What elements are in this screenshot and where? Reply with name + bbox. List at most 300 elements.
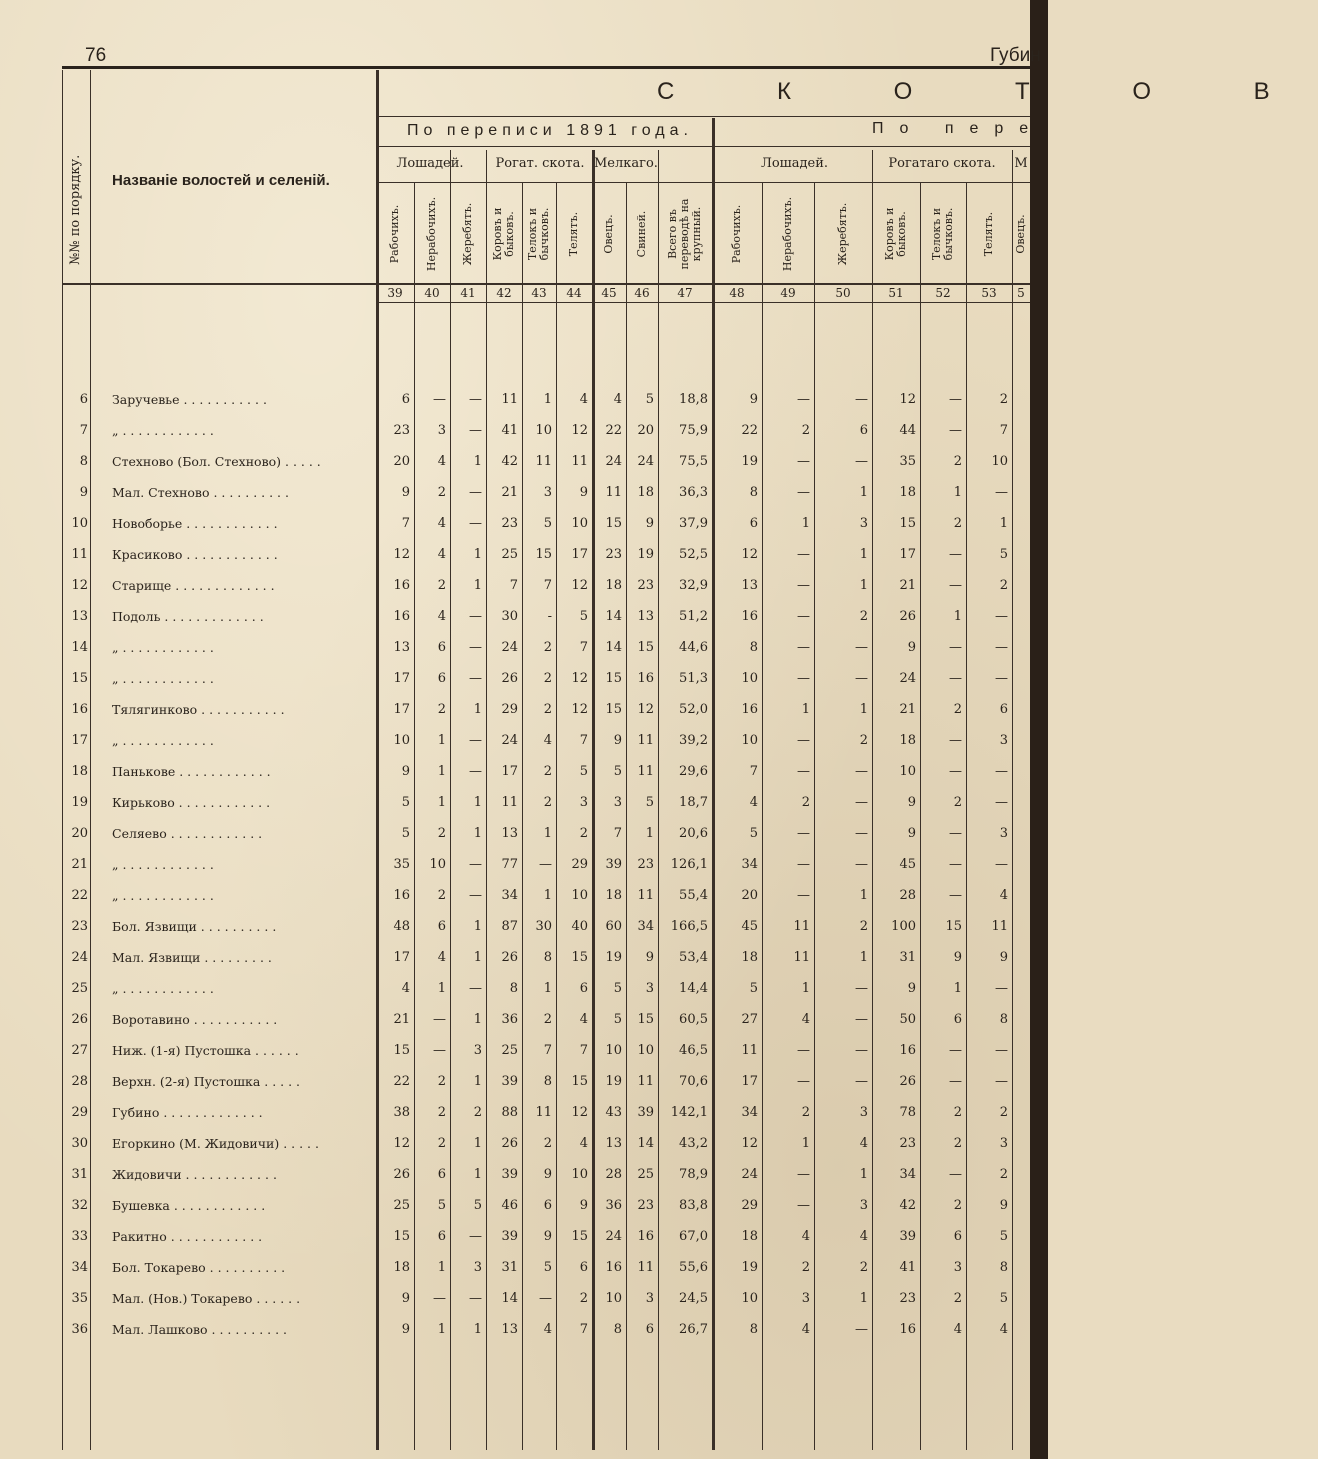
table-cell: 17 — [501, 764, 518, 779]
table-cell: 8 — [613, 1322, 622, 1337]
table-cell: 2 — [859, 1260, 868, 1275]
table-cell: 20 — [741, 888, 758, 903]
table-cell: 1 — [473, 919, 482, 934]
page-number: 76 — [85, 45, 107, 66]
table-cell: 6 — [953, 1012, 962, 1027]
table-cell: 9 — [401, 764, 410, 779]
table-cell: — — [949, 826, 962, 841]
table-cell: 42 — [501, 454, 518, 469]
row-number: 29 — [71, 1105, 88, 1120]
table-cell: 1 — [859, 547, 868, 562]
grid-line — [626, 182, 627, 1450]
column-header: Коровъ и быковъ. — [883, 207, 908, 261]
table-cell: 24 — [501, 640, 518, 655]
table-cell: 5 — [613, 981, 622, 996]
table-cell: 45 — [899, 857, 916, 872]
table-cell: 10 — [393, 733, 410, 748]
table-cell: 2 — [543, 702, 552, 717]
table-cell: 22 — [393, 1074, 410, 1089]
column-header: Жеребятъ. — [461, 202, 474, 266]
table-cell: 2 — [859, 733, 868, 748]
table-cell: 55,4 — [679, 888, 708, 903]
table-cell: 15 — [945, 919, 962, 934]
table-cell: 1 — [543, 981, 552, 996]
table-cell: 20 — [393, 454, 410, 469]
table-cell: 8 — [749, 485, 758, 500]
settlement-name: Подоль . . . . . . . . . . . . . — [112, 609, 264, 624]
table-row — [62, 787, 1030, 818]
table-cell: 34 — [741, 1105, 758, 1120]
table-cell: — — [995, 671, 1008, 686]
column-header: Телокъ и бычковъ. — [930, 207, 955, 261]
table-cell: 46,5 — [679, 1043, 708, 1058]
table-cell: 7 — [579, 1322, 588, 1337]
table-cell: 19 — [605, 950, 622, 965]
settlement-name: Ракитно . . . . . . . . . . . . — [112, 1229, 263, 1244]
column-header: Рабочихъ. — [388, 204, 401, 264]
table-cell: 1 — [437, 795, 446, 810]
table-cell: — — [995, 857, 1008, 872]
table-cell: 9 — [613, 733, 622, 748]
table-cell: 4 — [579, 1136, 588, 1151]
table-cell: 78,9 — [679, 1167, 708, 1182]
table-cell: 6 — [437, 1229, 446, 1244]
settlement-name: Новоборье . . . . . . . . . . . . — [112, 516, 278, 531]
table-cell: 9 — [543, 1229, 552, 1244]
settlement-name: Мал. Стехново . . . . . . . . . . — [112, 485, 289, 500]
table-cell: 5 — [613, 764, 622, 779]
row-number: 18 — [71, 764, 88, 779]
table-cell: — — [469, 423, 482, 438]
settlement-name: Мал. Лашково . . . . . . . . . . — [112, 1322, 288, 1337]
table-cell: — — [855, 826, 868, 841]
census-1891-heading: По переписи 1891 года. — [407, 122, 693, 139]
table-cell: 39 — [899, 1229, 916, 1244]
table-cell: 10 — [899, 764, 916, 779]
settlement-name: Воротавино . . . . . . . . . . . — [112, 1012, 278, 1027]
table-cell: — — [797, 578, 810, 593]
table-cell: 13 — [501, 1322, 518, 1337]
table-cell: 18 — [741, 950, 758, 965]
table-cell: 23 — [637, 578, 654, 593]
table-cell: 4 — [437, 547, 446, 562]
table-cell: 24,5 — [679, 1291, 708, 1306]
table-cell: — — [469, 640, 482, 655]
table-cell: 40 — [571, 919, 588, 934]
table-row — [62, 1314, 1030, 1345]
table-cell: 5 — [999, 1291, 1008, 1306]
table-cell: 30 — [535, 919, 552, 934]
table-cell: 5 — [473, 1198, 482, 1213]
table-cell: 60,5 — [679, 1012, 708, 1027]
settlement-name: Селяево . . . . . . . . . . . . — [112, 826, 263, 841]
table-cell: 23 — [393, 423, 410, 438]
table-cell: 2 — [953, 795, 962, 810]
column-number: 48 — [729, 286, 745, 300]
table-cell: 1 — [801, 516, 810, 531]
table-cell: 17 — [571, 547, 588, 562]
table-cell: 11 — [637, 888, 654, 903]
table-cell: 5 — [645, 795, 654, 810]
table-cell: — — [995, 1043, 1008, 1058]
table-cell: 26 — [393, 1167, 410, 1182]
settlement-name: Панькове . . . . . . . . . . . . — [112, 764, 271, 779]
table-cell: 1 — [473, 1074, 482, 1089]
table-cell: — — [797, 733, 810, 748]
settlement-name: Тялягинково . . . . . . . . . . . — [112, 702, 285, 717]
table-cell: 5 — [543, 516, 552, 531]
table-cell: 36,3 — [679, 485, 708, 500]
table-cell: 10 — [741, 733, 758, 748]
table-cell: 15 — [393, 1229, 410, 1244]
table-cell: 2 — [801, 1105, 810, 1120]
table-cell: 6 — [953, 1229, 962, 1244]
row-number: 11 — [71, 547, 88, 562]
table-cell: 11 — [741, 1043, 758, 1058]
table-cell: 6 — [579, 1260, 588, 1275]
table-cell: 2 — [999, 1105, 1008, 1120]
table-cell: — — [539, 1291, 552, 1306]
table-cell: 8 — [999, 1260, 1008, 1275]
table-cell: — — [469, 764, 482, 779]
table-cell: 26 — [501, 671, 518, 686]
table-cell: 4 — [801, 1322, 810, 1337]
table-cell: 12 — [571, 1105, 588, 1120]
settlement-name: Бол. Язвищи . . . . . . . . . . — [112, 919, 277, 934]
table-cell: 2 — [437, 485, 446, 500]
table-cell: — — [855, 1074, 868, 1089]
table-cell: 17 — [393, 671, 410, 686]
table-cell: — — [995, 485, 1008, 500]
table-row — [62, 570, 1030, 601]
table-cell: — — [995, 795, 1008, 810]
table-cell: 14 — [605, 640, 622, 655]
table-cell: — — [855, 1043, 868, 1058]
table-cell: 9 — [645, 950, 654, 965]
settlement-name: „ . . . . . . . . . . . . — [112, 733, 214, 748]
row-number: 26 — [71, 1012, 88, 1027]
group-cattle-next: Рогатаго скота. — [888, 156, 996, 171]
table-cell: 5 — [613, 1012, 622, 1027]
table-cell: 36 — [501, 1012, 518, 1027]
table-cell: 3 — [999, 1136, 1008, 1151]
table-cell: — — [469, 609, 482, 624]
table-cell: 9 — [401, 1322, 410, 1337]
header-line — [712, 182, 1030, 183]
row-number: 28 — [71, 1074, 88, 1089]
group-horses-next: Лошадей. — [760, 156, 828, 171]
row-number: 7 — [79, 423, 88, 438]
table-cell: 1 — [473, 1136, 482, 1151]
table-cell: 2 — [859, 609, 868, 624]
table-cell: 5 — [543, 1260, 552, 1275]
table-cell: — — [433, 1043, 446, 1058]
table-cell: 1 — [473, 578, 482, 593]
table-cell: 28 — [605, 1167, 622, 1182]
row-number: 32 — [71, 1198, 88, 1213]
table-cell: 12 — [571, 671, 588, 686]
table-cell: 29 — [571, 857, 588, 872]
table-cell: 18 — [741, 1229, 758, 1244]
table-cell: 12 — [899, 392, 916, 407]
table-cell: — — [797, 1198, 810, 1213]
table-cell: 25 — [637, 1167, 654, 1182]
table-cell: — — [949, 1074, 962, 1089]
table-cell: 26 — [899, 1074, 916, 1089]
table-cell: 2 — [953, 454, 962, 469]
table-cell: 12 — [741, 547, 758, 562]
table-cell: 16 — [637, 671, 654, 686]
table-cell: — — [995, 609, 1008, 624]
table-cell: 9 — [907, 981, 916, 996]
group-small-next: М — [1014, 156, 1028, 171]
table-cell: 1 — [543, 826, 552, 841]
column-number: 42 — [496, 286, 512, 300]
table-cell: 67,0 — [679, 1229, 708, 1244]
table-cell: — — [469, 1291, 482, 1306]
table-cell: 5 — [749, 981, 758, 996]
table-cell: — — [797, 888, 810, 903]
table-cell: 23 — [637, 857, 654, 872]
table-cell: 38 — [393, 1105, 410, 1120]
table-cell: 4 — [579, 392, 588, 407]
table-row — [62, 539, 1030, 570]
table-cell: 19 — [741, 1260, 758, 1275]
row-number: 10 — [71, 516, 88, 531]
table-cell: — — [797, 857, 810, 872]
table-cell: — — [855, 454, 868, 469]
table-cell: 2 — [437, 1074, 446, 1089]
table-cell: 9 — [953, 950, 962, 965]
table-cell: 6 — [437, 1167, 446, 1182]
table-cell: 53,4 — [679, 950, 708, 965]
table-cell: 52,0 — [679, 702, 708, 717]
column-number: 50 — [835, 286, 851, 300]
table-row — [62, 818, 1030, 849]
table-cell: 26 — [899, 609, 916, 624]
table-cell: 25 — [501, 1043, 518, 1058]
table-cell: 12 — [571, 423, 588, 438]
table-cell: — — [539, 857, 552, 872]
table-cell: 26 — [501, 1136, 518, 1151]
table-cell: 42 — [899, 1198, 916, 1213]
table-cell: 1 — [859, 950, 868, 965]
table-cell: 34 — [637, 919, 654, 934]
table-cell: 77 — [501, 857, 518, 872]
table-cell: 36 — [605, 1198, 622, 1213]
table-row — [62, 384, 1030, 415]
table-cell: 3 — [473, 1260, 482, 1275]
table-cell: 6 — [543, 1198, 552, 1213]
settlement-name: Красиково . . . . . . . . . . . . — [112, 547, 278, 562]
grid-line — [762, 182, 763, 1450]
table-cell: 39 — [637, 1105, 654, 1120]
table-cell: 9 — [907, 795, 916, 810]
table-cell: 9 — [543, 1167, 552, 1182]
table-cell: 3 — [613, 795, 622, 810]
table-cell: — — [797, 485, 810, 500]
binding-shadow — [1030, 0, 1048, 1459]
table-cell: 5 — [749, 826, 758, 841]
table-cell: 10 — [991, 454, 1008, 469]
table-cell: 12 — [571, 578, 588, 593]
table-cell: — — [949, 547, 962, 562]
column-number: 51 — [888, 286, 904, 300]
table-cell: 17 — [741, 1074, 758, 1089]
column-number: 41 — [460, 286, 476, 300]
table-row — [62, 1097, 1030, 1128]
table-cell: 16 — [899, 1322, 916, 1337]
column-header: Свиней. — [635, 210, 648, 258]
row-number: 30 — [71, 1136, 88, 1151]
settlement-name: Старище . . . . . . . . . . . . . — [112, 578, 275, 593]
table-cell: 166,5 — [670, 919, 708, 934]
table-cell: 3 — [953, 1260, 962, 1275]
table-cell: 21 — [899, 578, 916, 593]
table-cell: 7 — [543, 578, 552, 593]
settlement-name: „ . . . . . . . . . . . . — [112, 981, 214, 996]
row-number: 33 — [71, 1229, 88, 1244]
table-cell: 7 — [613, 826, 622, 841]
table-cell: — — [855, 392, 868, 407]
table-cell: 5 — [999, 547, 1008, 562]
table-row — [62, 1004, 1030, 1035]
table-cell: 8 — [749, 640, 758, 655]
table-cell: 3 — [645, 981, 654, 996]
column-number: 49 — [780, 286, 796, 300]
table-cell: 15 — [571, 950, 588, 965]
table-cell: 18 — [393, 1260, 410, 1275]
table-cell: 2 — [801, 795, 810, 810]
table-cell: — — [855, 981, 868, 996]
row-number: 8 — [79, 454, 88, 469]
table-cell: 7 — [509, 578, 518, 593]
table-cell: 34 — [899, 1167, 916, 1182]
table-cell: 75,9 — [679, 423, 708, 438]
table-cell: 3 — [999, 733, 1008, 748]
table-cell: 1 — [859, 578, 868, 593]
table-cell: 9 — [907, 826, 916, 841]
table-cell: 41 — [501, 423, 518, 438]
table-row — [62, 601, 1030, 632]
table-cell: 1 — [543, 888, 552, 903]
table-row — [62, 1190, 1030, 1221]
table-cell: 6 — [859, 423, 868, 438]
settlement-name: „ . . . . . . . . . . . . — [112, 857, 214, 872]
table-cell: 15 — [899, 516, 916, 531]
table-cell: 39 — [501, 1074, 518, 1089]
settlement-name: Заручевье . . . . . . . . . . . — [112, 392, 267, 407]
table-cell: 4 — [801, 1012, 810, 1027]
table-cell: 23 — [605, 547, 622, 562]
table-cell: 18 — [605, 888, 622, 903]
table-cell: 2 — [859, 919, 868, 934]
table-cell: 7 — [543, 1043, 552, 1058]
column-number: 43 — [531, 286, 547, 300]
table-cell: 6 — [645, 1322, 654, 1337]
table-cell: 3 — [859, 1105, 868, 1120]
table-cell: 1 — [801, 702, 810, 717]
table-cell: 52,5 — [679, 547, 708, 562]
settlement-name: Губино . . . . . . . . . . . . . — [112, 1105, 263, 1120]
table-cell: 9 — [401, 1291, 410, 1306]
table-cell: 4 — [999, 1322, 1008, 1337]
column-number: 44 — [566, 286, 582, 300]
settlement-name: Егоркино (М. Жидовичи) . . . . . — [112, 1136, 319, 1151]
table-cell: — — [797, 454, 810, 469]
table-cell: 12 — [393, 547, 410, 562]
table-cell: 9 — [645, 516, 654, 531]
table-cell: 28 — [899, 888, 916, 903]
row-number: 16 — [71, 702, 88, 717]
table-cell: 2 — [437, 1136, 446, 1151]
table-cell: 15 — [393, 1043, 410, 1058]
table-cell: 16 — [741, 609, 758, 624]
table-cell: 26 — [501, 950, 518, 965]
table-cell: 4 — [543, 733, 552, 748]
table-cell: 11 — [535, 1105, 552, 1120]
table-cell: 5 — [401, 826, 410, 841]
table-cell: 70,6 — [679, 1074, 708, 1089]
table-cell: 26,7 — [679, 1322, 708, 1337]
table-cell: 1 — [473, 795, 482, 810]
table-cell: 9 — [579, 1198, 588, 1213]
settlement-name: „ . . . . . . . . . . . . — [112, 423, 214, 438]
table-cell: 45 — [741, 919, 758, 934]
table-cell: 2 — [473, 1105, 482, 1120]
column-number: 47 — [677, 286, 693, 300]
table-cell: 7 — [999, 423, 1008, 438]
settlement-name: Бушевка . . . . . . . . . . . . — [112, 1198, 266, 1213]
settlement-name: Ниж. (1-я) Пустошка . . . . . . — [112, 1043, 299, 1058]
table-row — [62, 415, 1030, 446]
table-cell: 4 — [543, 1322, 552, 1337]
table-cell: 4 — [437, 609, 446, 624]
table-cell: 21 — [501, 485, 518, 500]
table-cell: 4 — [999, 888, 1008, 903]
table-cell: 5 — [437, 1198, 446, 1213]
group-cattle-1891: Рогат. скота. — [495, 156, 585, 171]
row-number: 25 — [71, 981, 88, 996]
table-cell: 6 — [437, 640, 446, 655]
table-cell: — — [797, 826, 810, 841]
column-header: Телятъ. — [567, 211, 580, 257]
table-cell: 11 — [793, 919, 810, 934]
table-cell: 15 — [605, 516, 622, 531]
grid-line — [414, 182, 415, 1450]
table-cell: 2 — [953, 1291, 962, 1306]
table-cell: 1 — [801, 1136, 810, 1151]
group-horses-1891: Лошадей. — [396, 156, 464, 171]
table-cell: 6 — [579, 981, 588, 996]
header-line — [376, 182, 712, 183]
table-cell: 12 — [637, 702, 654, 717]
table-cell: 2 — [543, 764, 552, 779]
table-cell: 11 — [637, 764, 654, 779]
table-cell: — — [949, 888, 962, 903]
settlement-name: „ . . . . . . . . . . . . — [112, 888, 214, 903]
table-cell: 51,3 — [679, 671, 708, 686]
running-title: Губин — [990, 45, 1041, 66]
table-cell: 43 — [605, 1105, 622, 1120]
table-cell: 13 — [605, 1136, 622, 1151]
table-cell: 20,6 — [679, 826, 708, 841]
table-cell: — — [855, 640, 868, 655]
table-row — [62, 477, 1030, 508]
table-cell: 1 — [953, 981, 962, 996]
table-cell: 100 — [891, 919, 916, 934]
settlement-name: „ . . . . . . . . . . . . — [112, 671, 214, 686]
